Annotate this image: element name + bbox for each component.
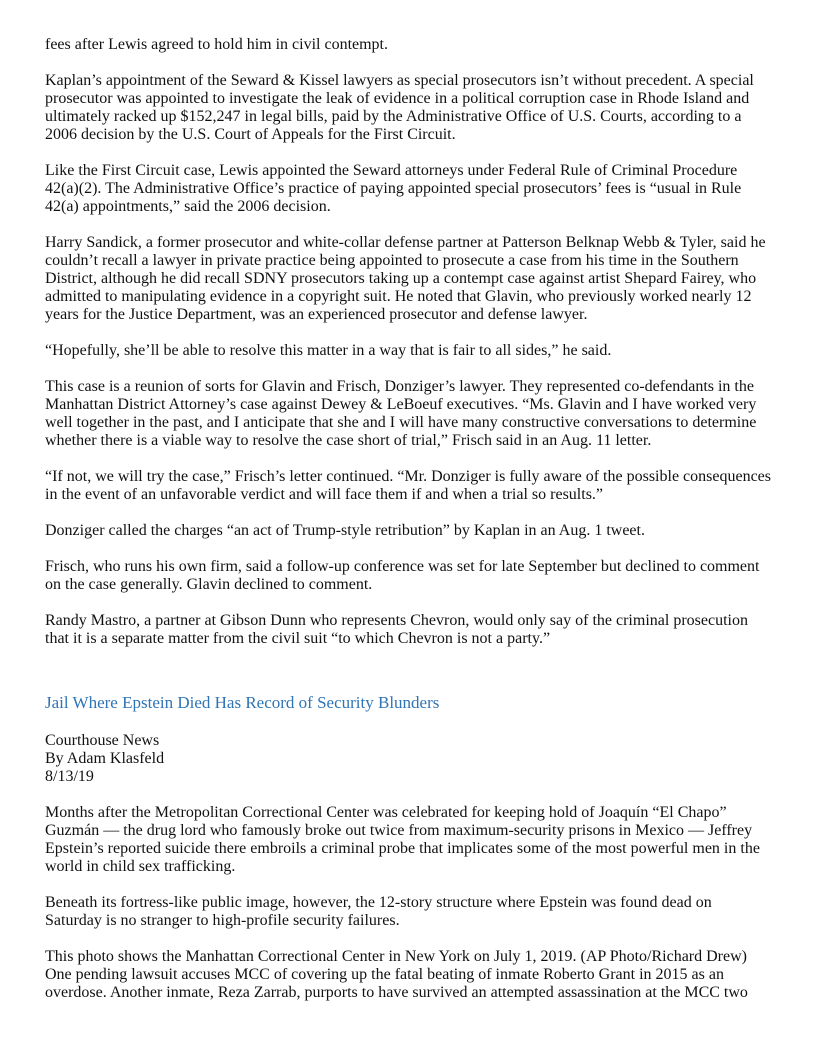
text-line: Guzmán — the drug lord who famously broke out twice from maximum-security prisons in Mexico — Jeffrey	[45, 822, 753, 839]
text-line: on the case generally. Glavin declined to comment.	[45, 576, 373, 593]
paragraph	[45, 948, 785, 1002]
paragraph	[45, 804, 785, 876]
text-line: whether there is a viable way to resolve the case short of trial,” Frisch said in an Aug. 11 letter.	[45, 432, 652, 449]
paragraph	[45, 612, 785, 648]
paragraph	[45, 468, 785, 504]
paragraph	[45, 162, 785, 216]
text-line: couldn’t recall a lawyer in private practice being appointed to prosecute a case from his time in the Southern	[45, 252, 739, 269]
document-page	[45, 36, 785, 1020]
text-line: “Hopefully, she’ll be able to resolve this matter in a way that is fair to all sides,” he said.	[45, 342, 612, 359]
paragraph	[45, 72, 785, 144]
text-line: 2006 decision by the U.S. Court of Appeals for the First Circuit.	[45, 126, 456, 143]
text-line: Harry Sandick, a former prosecutor and white-collar defense partner at Patterson Belknap Webb & Tyler, said he	[45, 234, 766, 251]
text-line: Saturday is no stranger to high-profile security failures.	[45, 912, 400, 929]
paragraph	[45, 234, 785, 324]
article-title-link[interactable]: Jail Where Epstein Died Has Record of Security Blunders	[45, 693, 440, 712]
paragraph	[45, 558, 785, 594]
text-line: Manhattan District Attorney’s case against Dewey & LeBoeuf executives. “Ms. Glavin and I have worked very	[45, 396, 757, 413]
text-line: This case is a reunion of sorts for Glavin and Frisch, Donziger’s lawyer. They represented co-defendants in the	[45, 378, 754, 395]
article-date: 8/13/19	[45, 768, 94, 785]
text-line: in the event of an unfavorable verdict and will face them if and when a trial so results.”	[45, 486, 604, 503]
text-line: Kaplan’s appointment of the Seward & Kissel lawyers as special prosecutors isn’t without precedent. A special	[45, 72, 754, 89]
text-line: Randy Mastro, a partner at Gibson Dunn who represents Chevron, would only say of the criminal prosecution	[45, 612, 748, 629]
text-line: prosecutor was appointed to investigate the leak of evidence in a political corruption case in Rhode Island and	[45, 90, 750, 107]
text-line: admitted to manipulating evidence in a copyright suit. He noted that Glavin, who previously worked nearly 12	[45, 288, 752, 305]
text-line: fees after Lewis agreed to hold him in civil contempt.	[45, 36, 388, 53]
text-line: 42(a)(2). The Administrative Office’s practice of paying appointed special prosecutors’ fees is “usual in Rule	[45, 180, 742, 197]
text-line: 42(a) appointments,” said the 2006 decision.	[45, 198, 331, 215]
article-source: Courthouse News	[45, 732, 160, 749]
article-meta	[45, 732, 785, 786]
text-line: ultimately racked up $152,247 in legal bills, paid by the Administrative Office of U.S. Courts, according to a	[45, 108, 742, 125]
text-line: world in child sex trafficking.	[45, 858, 236, 875]
text-line: One pending lawsuit accuses MCC of covering up the fatal beating of inmate Roberto Grant in 2015 as an	[45, 966, 724, 983]
text-line: “If not, we will try the case,” Frisch’s letter continued. “Mr. Donziger is fully aware of the possible consequences	[45, 468, 771, 485]
article-continued	[45, 36, 785, 648]
paragraph	[45, 36, 785, 54]
text-line: District, although he did recall SDNY prosecutors taking up a contempt case against artist Shepard Fairey, who	[45, 270, 757, 287]
article-body	[45, 804, 785, 1002]
text-line: Frisch, who runs his own firm, said a follow-up conference was set for late September but declined to comment	[45, 558, 760, 575]
paragraph	[45, 342, 785, 360]
text-line: years for the Justice Department, was an experienced prosecutor and defense lawyer.	[45, 306, 588, 323]
text-line: Epstein’s reported suicide there embroils a criminal probe that implicates some of the most powerful men in the	[45, 840, 760, 857]
text-line: Like the First Circuit case, Lewis appointed the Seward attorneys under Federal Rule of Criminal Procedure	[45, 162, 738, 179]
paragraph	[45, 894, 785, 930]
text-line: well together in the past, and I anticipate that she and I will have many constructive conversations to determine	[45, 414, 757, 431]
text-line: that it is a separate matter from the civil suit “to which Chevron is not a party.”	[45, 630, 551, 647]
text-line: overdose. Another inmate, Reza Zarrab, purports to have survived an attempted assassination at the MCC two	[45, 984, 748, 1001]
article-byline: By Adam Klasfeld	[45, 750, 165, 767]
paragraph	[45, 378, 785, 450]
text-line: Donziger called the charges “an act of Trump-style retribution” by Kaplan in an Aug. 1 tweet.	[45, 522, 645, 539]
text-line: Months after the Metropolitan Correctional Center was celebrated for keeping hold of Joaquín “El Chapo”	[45, 804, 727, 821]
paragraph	[45, 522, 785, 540]
text-line: This photo shows the Manhattan Correctional Center in New York on July 1, 2019. (AP Photo/Richard Drew)	[45, 948, 747, 965]
text-line: Beneath its fortress-like public image, however, the 12-story structure where Epstein was found dead on	[45, 894, 712, 911]
